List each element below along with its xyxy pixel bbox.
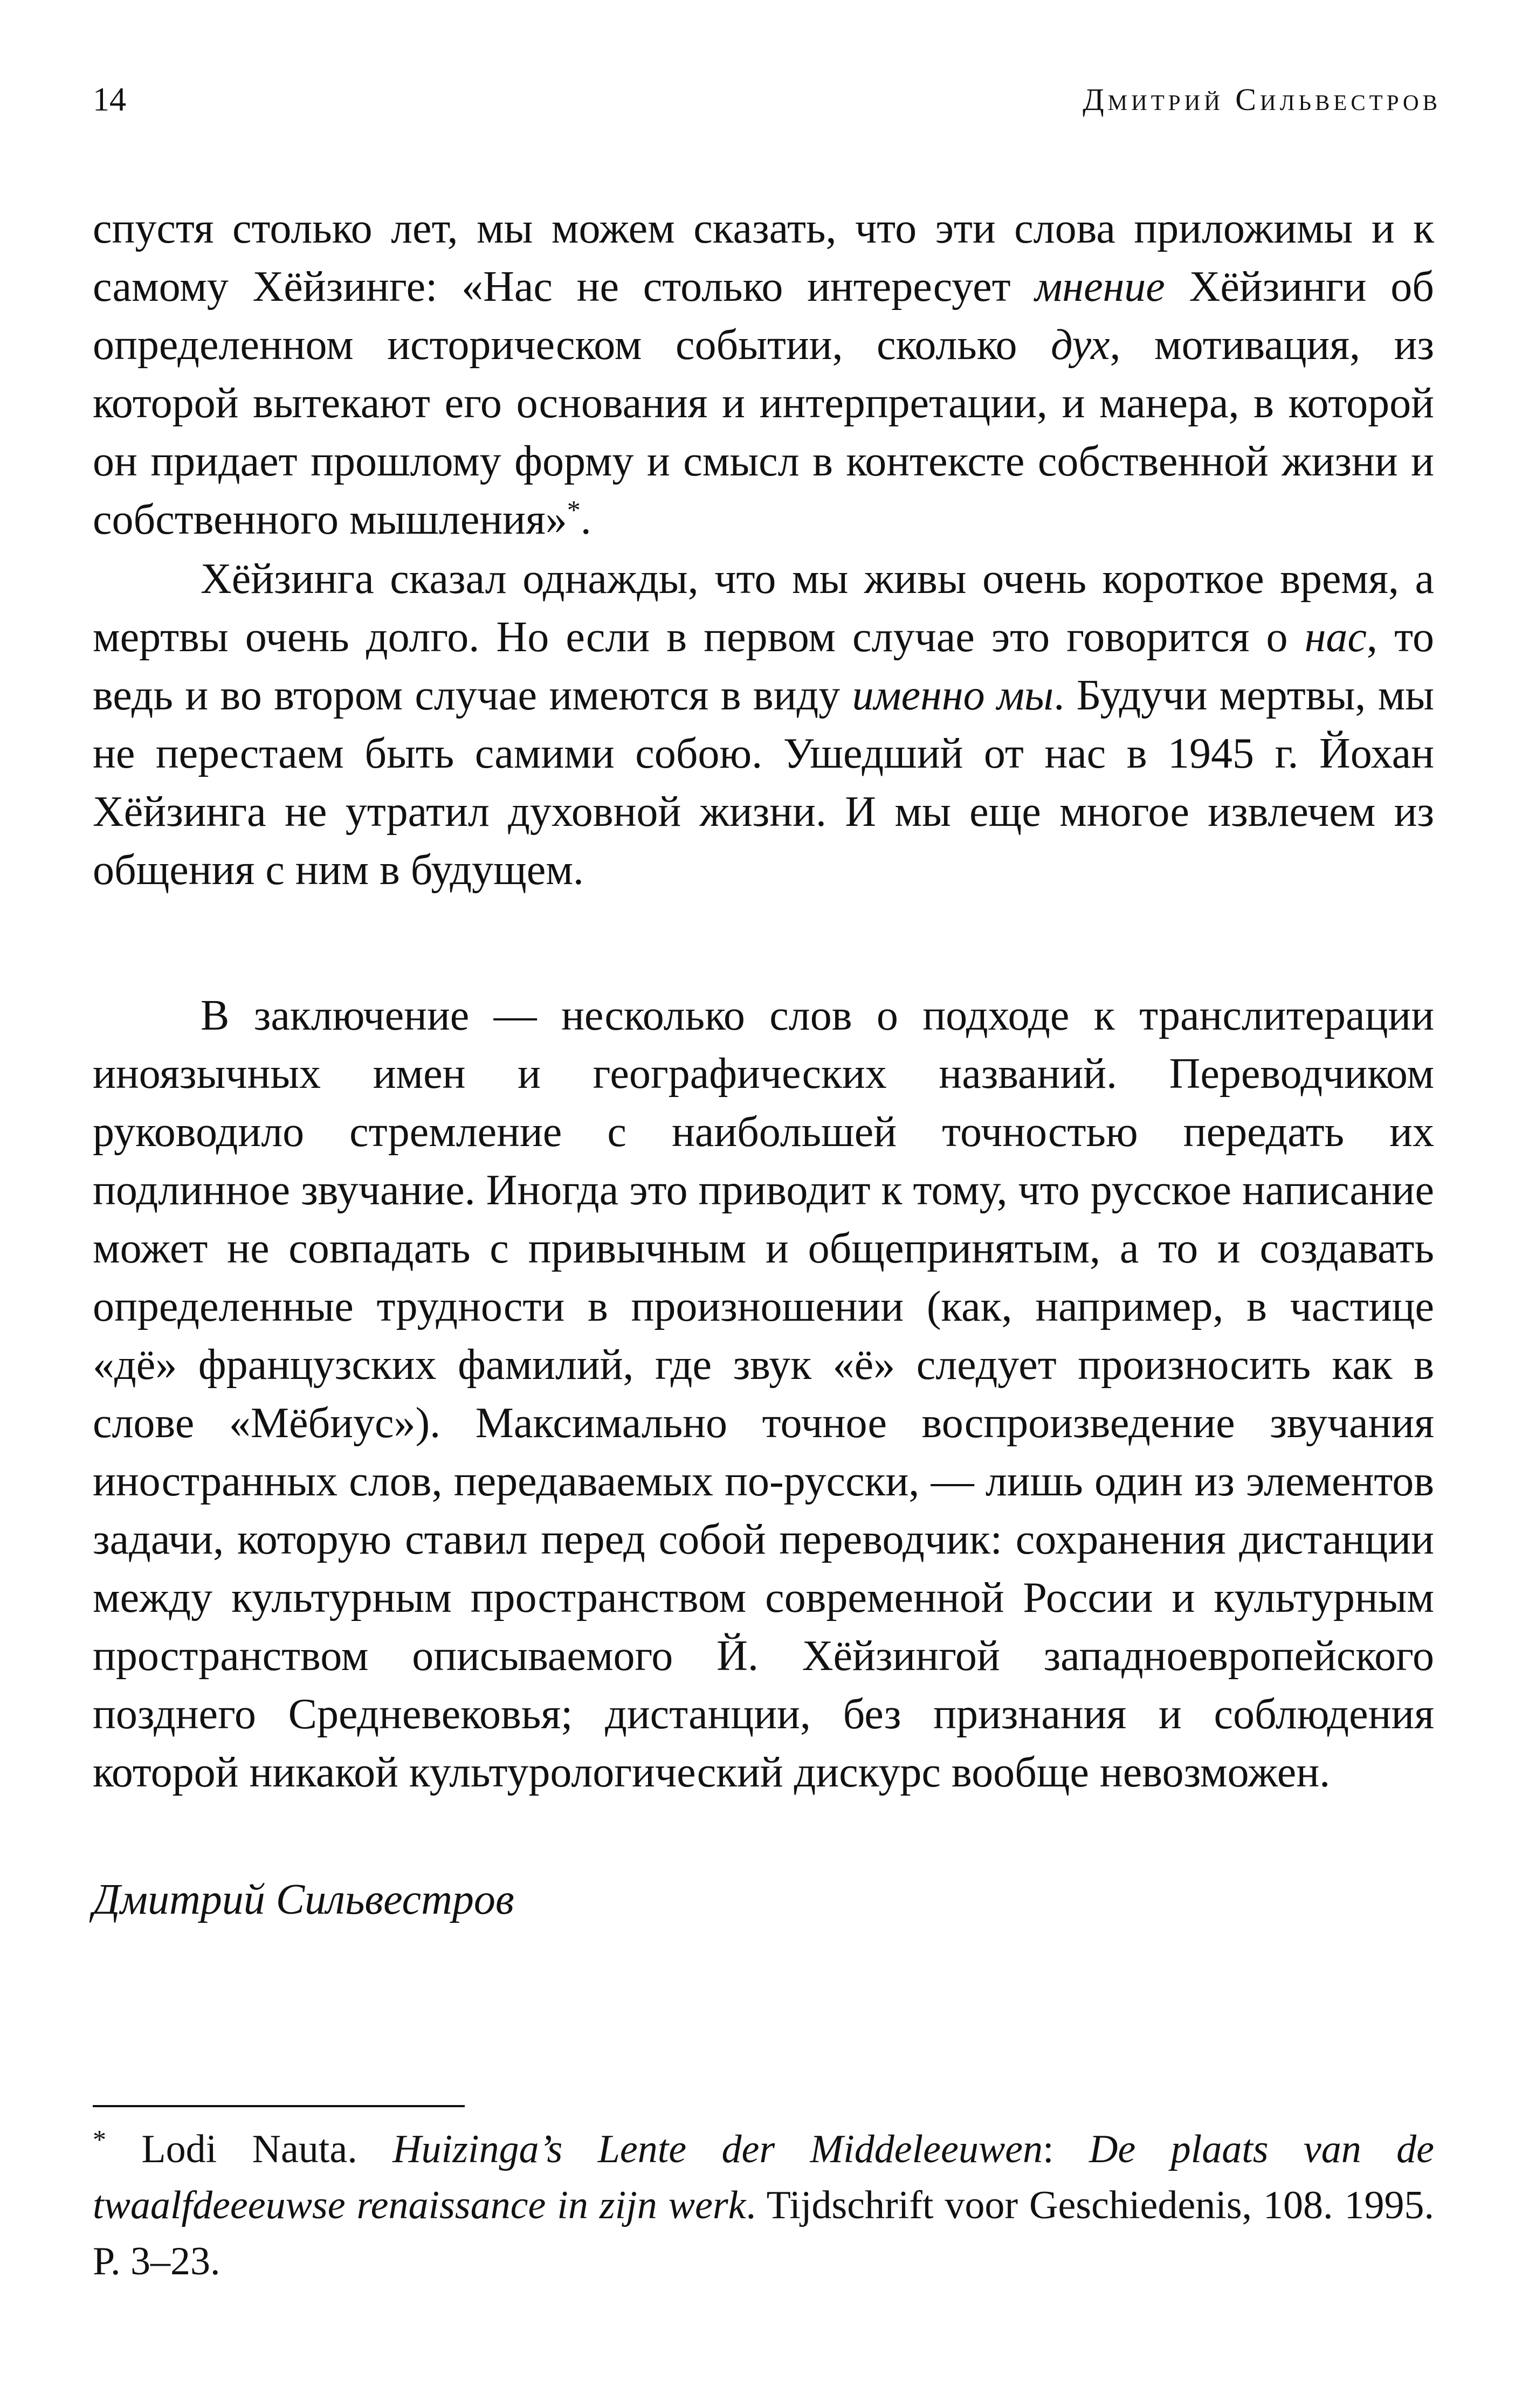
- paragraph-1-text-1: спустя столько лет, мы можем сказать, что эти слова приложимы и к самому Хёйзинге: «Нас не столько интересует: [93, 205, 1434, 311]
- running-head: [93, 75, 1441, 124]
- footnote-subtitle: De plaats van de twaalfdeeeuwse renaissance in zijn werk: [93, 2127, 1434, 2227]
- paragraph-2-italic-1: нас: [1304, 613, 1367, 661]
- paragraph-2: [93, 550, 1434, 899]
- paragraph-1-text-3: , мотивация, из которой вытекают его основания и интерпретации, и манера, в которой он придает прошлому форму и смысл в контексте собственной жизни и собственного мышления»: [93, 321, 1434, 543]
- footnote-rest: . Tijdschrift voor Geschiedenis, 108. 1995. P. 3–23.: [93, 2183, 1434, 2283]
- footnote-title: Huizinga’s Lente der Middeleeuwen: [392, 2127, 1043, 2171]
- paragraph-2-italic-2: именно мы: [852, 672, 1054, 719]
- paragraph-1-italic-1: мнение: [1035, 263, 1165, 311]
- footnote-colon: :: [1043, 2127, 1089, 2171]
- paragraph-2-text-3: . Будучи мертвы, мы не перестаем быть самими собою. Ушедший от нас в 1945 г. Йохан Хёйзинга не утратил духовной жизни. И мы еще многое извлечем из общения с ним в будущем.: [93, 672, 1435, 894]
- paragraph-1-text-2: Хёйзинги об определенном историческом событии, сколько: [93, 263, 1434, 369]
- author-signature: Дмитрий Сильвестров: [93, 1876, 514, 1923]
- paragraph-1-text-4: .: [580, 496, 591, 543]
- paragraph-3-text: В заключение — несколько слов о подходе к транслитерации иноязычных имен и географических названий. Переводчиком руководило стремление с наибольшей точностью передать их подлинное звучание. Иногда это приводит к тому, что русское написание может не совпадать с привычным и общепринятым, а то и создавать определенные трудности в произношении (как, например, в частице «дё» французских фамилий, где звук «ё» следует произносить как в слове «Мёбиус»). Максимально точное воспроизведение звучания иностранных слов, передаваемых по-русски, — лишь один из элементов задачи, которую ставил перед собой переводчик: сохранения дистанции между культурным пространством современной России и культурным пространством описываемого Й. Хёйзингой западноевропейского позднего Средневековья; дистанции, без признания и соблюдения которой никакой культурологический дискурс вообще невозможен.: [93, 992, 1434, 1796]
- footnote-mark: *: [93, 2124, 106, 2155]
- footnote-reference-mark[interactable]: *: [567, 494, 581, 525]
- footnote: [93, 2121, 1434, 2289]
- footnote-author: Lodi Nauta.: [106, 2127, 393, 2171]
- page-number: 14: [93, 81, 126, 118]
- paragraph-2-text-1: Хёйзинга сказал однажды, что мы живы очень короткое время, а мертвы очень долго. Но если в первом случае это говорится о: [93, 555, 1434, 661]
- paragraph-1-italic-2: дух: [1051, 321, 1110, 369]
- running-title: Дмитрий Сильвестров: [1083, 82, 1441, 117]
- paragraph-2-text-2: , то ведь и во втором случае имеются в виду: [93, 613, 1434, 719]
- paragraph-1: [93, 199, 1434, 549]
- footnote-divider: [93, 2105, 465, 2107]
- paragraph-3: [93, 986, 1434, 1802]
